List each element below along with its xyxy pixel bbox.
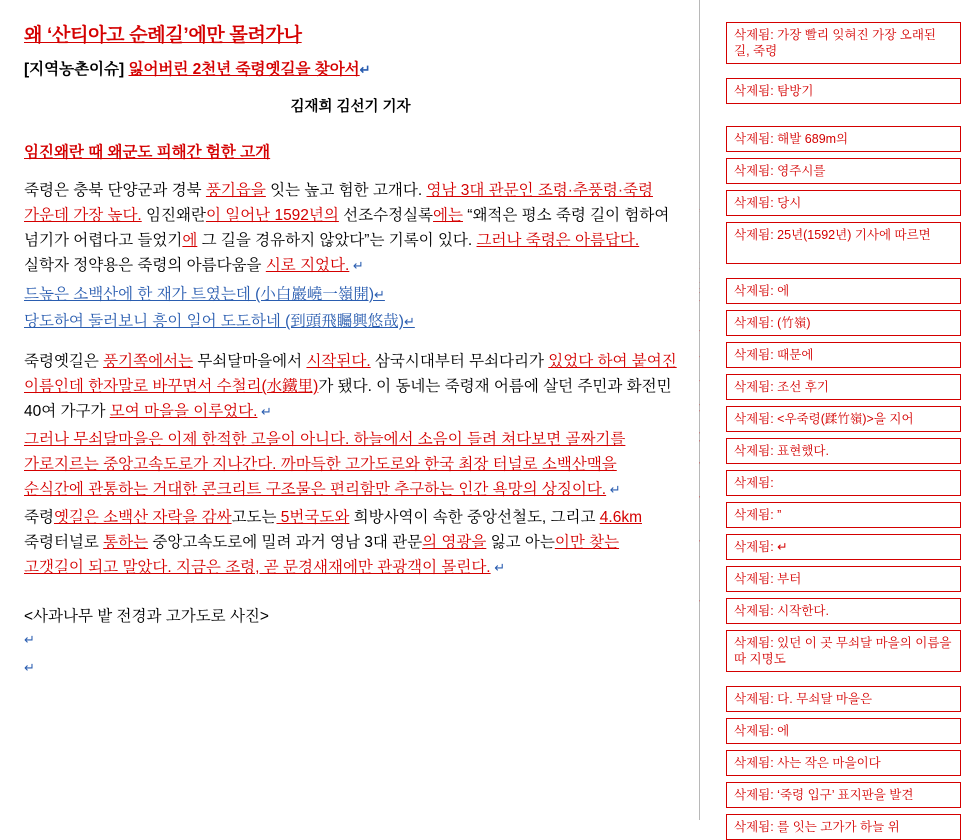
text-run: 죽령 bbox=[24, 509, 54, 526]
text-run: 이 일어난 1592년의 bbox=[205, 207, 339, 224]
text-run: 그러나 죽령은 아름답다. bbox=[476, 232, 640, 249]
deletion-balloon[interactable] bbox=[726, 718, 961, 744]
paragraph-3 bbox=[24, 427, 677, 502]
deletion-balloon[interactable] bbox=[726, 158, 961, 184]
text-run: 죽령옛길은 bbox=[24, 353, 104, 370]
pilcrow-mark: ↵ bbox=[349, 258, 364, 273]
article-subtitle bbox=[24, 57, 677, 79]
deletion-balloon[interactable] bbox=[726, 222, 961, 264]
empty-paragraph-2: ↵ bbox=[24, 660, 35, 675]
balloon-text: 삭제됨: bbox=[734, 476, 774, 490]
deletion-balloon[interactable] bbox=[726, 438, 961, 464]
deletion-balloon[interactable] bbox=[726, 310, 961, 336]
deletion-balloon[interactable] bbox=[726, 78, 961, 104]
balloon-text: 삭제됨: 25년(1592년) 기사에 따르면 bbox=[734, 228, 931, 242]
pilcrow-mark: ↵ bbox=[606, 482, 621, 497]
deletion-balloon[interactable] bbox=[726, 470, 961, 496]
text-run: 선조수정실록 bbox=[338, 207, 434, 224]
text-run: 잇는 높고 험한 고개다. bbox=[265, 182, 427, 199]
text-run: 에 bbox=[182, 232, 198, 249]
subtitle-category: [지역농촌이슈] bbox=[24, 61, 125, 78]
deletion-balloon[interactable] bbox=[726, 126, 961, 152]
deletion-balloon[interactable] bbox=[726, 630, 961, 672]
paragraph-1 bbox=[24, 178, 677, 278]
balloon-text: 삭제됨: 에 bbox=[734, 724, 790, 738]
text-run: 무쇠달마을에서 bbox=[193, 353, 307, 370]
balloon-text: 삭제됨: 시작한다. bbox=[734, 604, 829, 618]
deletion-balloon[interactable] bbox=[726, 190, 961, 216]
balloon-text: 삭제됨: 를 잇는 고가가 하늘 위 bbox=[734, 820, 900, 834]
balloon-text: 삭제됨: 조선 후기 bbox=[734, 380, 829, 394]
text-run: 중앙고속도로에 밀려 과거 영남 3대 관문 bbox=[148, 534, 423, 551]
pilcrow-mark: ↵ bbox=[373, 287, 385, 302]
deletion-balloon[interactable] bbox=[726, 22, 961, 64]
deletion-balloon[interactable] bbox=[726, 342, 961, 368]
deletion-balloon[interactable] bbox=[726, 814, 961, 840]
poem-line-1: 드높은 소백산에 한 재가 트였는데 (小白巖嶢一嶺開)↵ bbox=[24, 286, 385, 303]
balloon-text: 삭제됨: 탐방기 bbox=[734, 84, 814, 98]
text-run: 모여 마을을 이루었다. bbox=[109, 403, 258, 420]
text-run: 4.6km bbox=[599, 509, 642, 526]
deletion-balloon[interactable] bbox=[726, 566, 961, 592]
subtitle-text: 잃어버린 2천년 죽령옛길을 찾아서 bbox=[128, 61, 360, 78]
text-run: 의 영광을 bbox=[422, 534, 487, 551]
deletion-balloon[interactable] bbox=[726, 750, 961, 776]
text-run: 풍기쪽에서는 bbox=[103, 353, 194, 370]
markup-balloon-pane[interactable] bbox=[700, 0, 967, 834]
text-run: 희방사역이 속한 중앙선철도, 그리고 bbox=[349, 509, 600, 526]
deletion-balloon[interactable] bbox=[726, 782, 961, 808]
balloon-text: 삭제됨: ‘죽령 입구’ 표지판을 발견 bbox=[734, 788, 914, 802]
balloon-text: 삭제됨: ↵ bbox=[734, 540, 788, 554]
pilcrow-mark: ↵ bbox=[359, 62, 371, 77]
balloon-text: 삭제됨: 다. 무쇠달 마을은 bbox=[734, 692, 873, 706]
text-run: 잃고 아는 bbox=[486, 534, 555, 551]
balloon-text: 삭제됨: 때문에 bbox=[734, 348, 814, 362]
deletion-balloon[interactable] bbox=[726, 534, 961, 560]
balloon-text: 삭제됨: 부터 bbox=[734, 572, 802, 586]
pilcrow-mark: ↵ bbox=[403, 314, 415, 329]
text-run: 그러나 무쇠달마을은 이제 한적한 고을이 아니다. 하늘에서 소음이 들려 쳐다보면 골짜기를 가로지르는 중앙고속도로가 지나간다. 까마득한 고가도로와 한국 최장 터널로 소백산맥을 순식간에 관통하는 거대한 콘크리트 구조물은 편리함만 추구하는 인간 욕망의 상징이다. bbox=[24, 431, 626, 498]
poem-line-2: 당도하여 둘러보니 흥이 일어 도도하네 (到頭飛矚興悠哉)↵ bbox=[24, 313, 415, 330]
text-run: 영남 3대 관문인 조령·추풍령·죽령 가운데 가장 높다. bbox=[24, 182, 653, 224]
empty-paragraph-1: ↵ bbox=[24, 632, 35, 647]
balloon-text: 삭제됨: 있던 이 곳 무쇠달 마을의 이름을 따 지명도 bbox=[734, 636, 952, 666]
text-run: 옛길은 소백산 자락을 감싸 bbox=[53, 509, 232, 526]
deletion-balloon[interactable] bbox=[726, 502, 961, 528]
text-run: 그 길을 경유하지 않았다”는 기록이 있다. bbox=[197, 232, 477, 249]
deletion-balloon[interactable] bbox=[726, 278, 961, 304]
byline: 김재희 김선기 기자 bbox=[290, 99, 411, 115]
deletion-balloon[interactable] bbox=[726, 374, 961, 400]
text-run: 가 됐다. 이 동네는 죽령재 어름에 살던 주민과 화전민 40여 가구가 bbox=[24, 378, 672, 420]
balloon-text: 삭제됨: 당시 bbox=[734, 196, 802, 210]
deletion-balloon[interactable] bbox=[726, 406, 961, 432]
text-run: 이만 찾는 고갯길이 되고 말았다. 지금은 조령, 곧 문경새재에만 관광객이 몰린다. bbox=[24, 534, 620, 576]
pilcrow-mark: ↵ bbox=[257, 404, 272, 419]
balloon-text: 삭제됨: (竹嶺) bbox=[734, 316, 811, 330]
balloon-text: 삭제됨: ” bbox=[734, 508, 782, 522]
text-run: 풍기읍을 bbox=[205, 182, 266, 199]
balloon-text: 삭제됨: 해발 689m의 bbox=[734, 132, 849, 146]
paragraph-4 bbox=[24, 505, 677, 580]
balloon-text: 삭제됨: 표현했다. bbox=[734, 444, 829, 458]
text-run: 죽령은 충북 단양군과 경북 bbox=[24, 182, 206, 199]
balloon-text: 삭제됨: 영주시를 bbox=[734, 164, 826, 178]
text-run: 에는 bbox=[433, 207, 463, 224]
balloon-text: 삭제됨: <우죽령(蹂竹嶺)>을 지어 bbox=[734, 412, 914, 426]
text-run: 통하는 bbox=[103, 534, 149, 551]
balloon-text: 삭제됨: 사는 작은 마을이다 bbox=[734, 756, 881, 770]
section-heading: 임진왜란 때 왜군도 피해간 험한 고개 bbox=[24, 144, 271, 161]
pilcrow-mark: ↵ bbox=[490, 560, 506, 575]
balloon-text: 삭제됨: 에 bbox=[734, 284, 790, 298]
text-run: 시작된다. bbox=[306, 353, 371, 370]
text-run: 죽령터널로 bbox=[24, 534, 104, 551]
text-run: “왜적은 평소 죽령 길이 험하여 넘기가 어렵다고 들었기 bbox=[24, 207, 670, 249]
deletion-balloon[interactable] bbox=[726, 686, 961, 712]
article-title: 왜 ‘산티아고 순례길’에만 몰려가나 bbox=[24, 25, 302, 46]
text-run: 있었다 하여 붙여진 이름인데 한자말로 바꾸면서 수철리(水鐵里) bbox=[24, 353, 677, 395]
text-run: 고도는 bbox=[231, 509, 277, 526]
paragraph-2 bbox=[24, 349, 677, 424]
text-run: 5번국도와 bbox=[276, 509, 350, 526]
text-run: 임진왜란 bbox=[141, 207, 206, 224]
balloon-text: 삭제됨: 가장 빨리 잊혀진 가장 오래된 길, 죽령 bbox=[734, 28, 936, 58]
photo-caption: <사과나무 밭 전경과 고가도로 사진> bbox=[24, 608, 269, 625]
text-run: 시로 지었다. bbox=[265, 257, 350, 274]
poem-block bbox=[24, 281, 677, 335]
text-run: 실학자 정약용은 죽령의 아름다움을 bbox=[24, 257, 266, 274]
text-run: 삼국시대부터 무쇠다리가 bbox=[370, 353, 549, 370]
deletion-balloon[interactable] bbox=[726, 598, 961, 624]
